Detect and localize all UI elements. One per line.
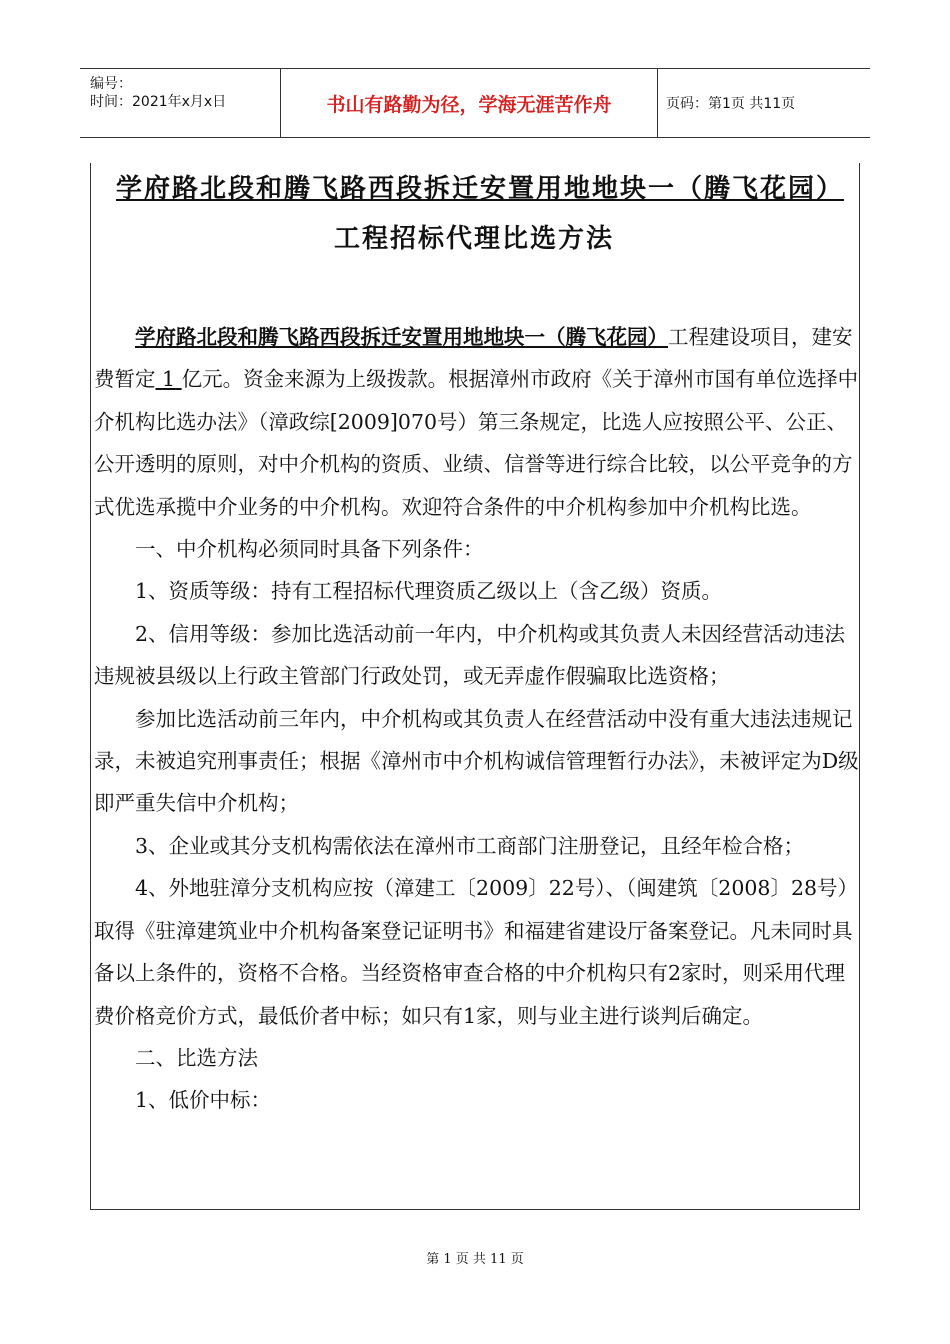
document-title-line1: 学府路北段和腾飞路西段拆迁安置用地地块一（腾飞花园） xyxy=(115,174,844,204)
time-label: 时间：2021年x月x日 xyxy=(90,94,227,110)
section1-item3: 3、企业或其分支机构需依法在漳州市工商部门注册登记，且经年检合格； xyxy=(135,833,805,858)
header-page-info xyxy=(656,69,870,137)
section1-item4: 4、外地驻漳分支机构应按（漳建工〔2009〕22号）、（闽建筑〔2008〕28号）取得《驻漳建筑业中介机构备案登记证明书》和福建省建设厅备案登记。凡未同时具备以上条件的，资格不合格。当经资格审查合格的中介机构只有2家时，则采用代理费价格竞价方式，最低价者中标；如只有1家，则与业主进行谈判后确定。 xyxy=(94,876,859,1028)
document-body xyxy=(94,316,864,1122)
header-motto: 书山有路勤为径，学海无涯苦作舟 xyxy=(280,69,658,137)
section1-heading: 一、中介机构必须同时具备下列条件： xyxy=(135,537,484,562)
page-footer: 第 1 页 共 11 页 xyxy=(426,1252,524,1267)
intro-text-a: 工程建设项目，建安费暂定 xyxy=(94,325,853,392)
section2-item1: 1、低价中标： xyxy=(135,1088,272,1113)
document-title-line2: 工程招标代理比选方法 xyxy=(333,224,614,254)
page-info-text: 页码：第1页 共11页 xyxy=(666,96,796,112)
section1-item2: 2、信用等级：参加比选活动前一年内，中介机构或其负责人未因经营活动违法违规被县级以上行政主管部门行政处罚，或无弄虚作假骗取比选资格； xyxy=(94,621,846,689)
code-label: 编号： xyxy=(90,76,132,92)
header-meta xyxy=(80,69,280,137)
section2-heading: 二、比选方法 xyxy=(135,1045,258,1070)
intro-paragraph xyxy=(94,316,864,528)
section1-item2-continued: 参加比选活动前三年内，中介机构或其负责人在经营活动中没有重大违法违规记录，未被追究刑事责任；根据《漳州市中介机构诚信管理暂行办法》，未被评定为D级即严重失信中介机构； xyxy=(94,706,859,816)
budget-amount: 1 xyxy=(162,367,176,392)
section1-item1: 1、资质等级：持有工程招标代理资质乙级以上（含乙级）资质。 xyxy=(135,579,723,604)
intro-text-b: 亿元。资金来源为上级拨款。根据漳州市政府《关于漳州市国有单位选择中介机构比选办法》（漳政综[2009]070号）第三条规定，比选人应按照公平、公正、公开透明的原则，对中介机构的资质、业绩、信誉等进行综合比较，以公平竞争的方式优选承揽中介业务的中介机构。欢迎符合条件的中介机构参加中介机构比选。 xyxy=(94,367,859,519)
project-name: 学府路北段和腾飞路西段拆迁安置用地地块一（腾飞花园） xyxy=(135,325,668,349)
document-header xyxy=(80,68,870,138)
